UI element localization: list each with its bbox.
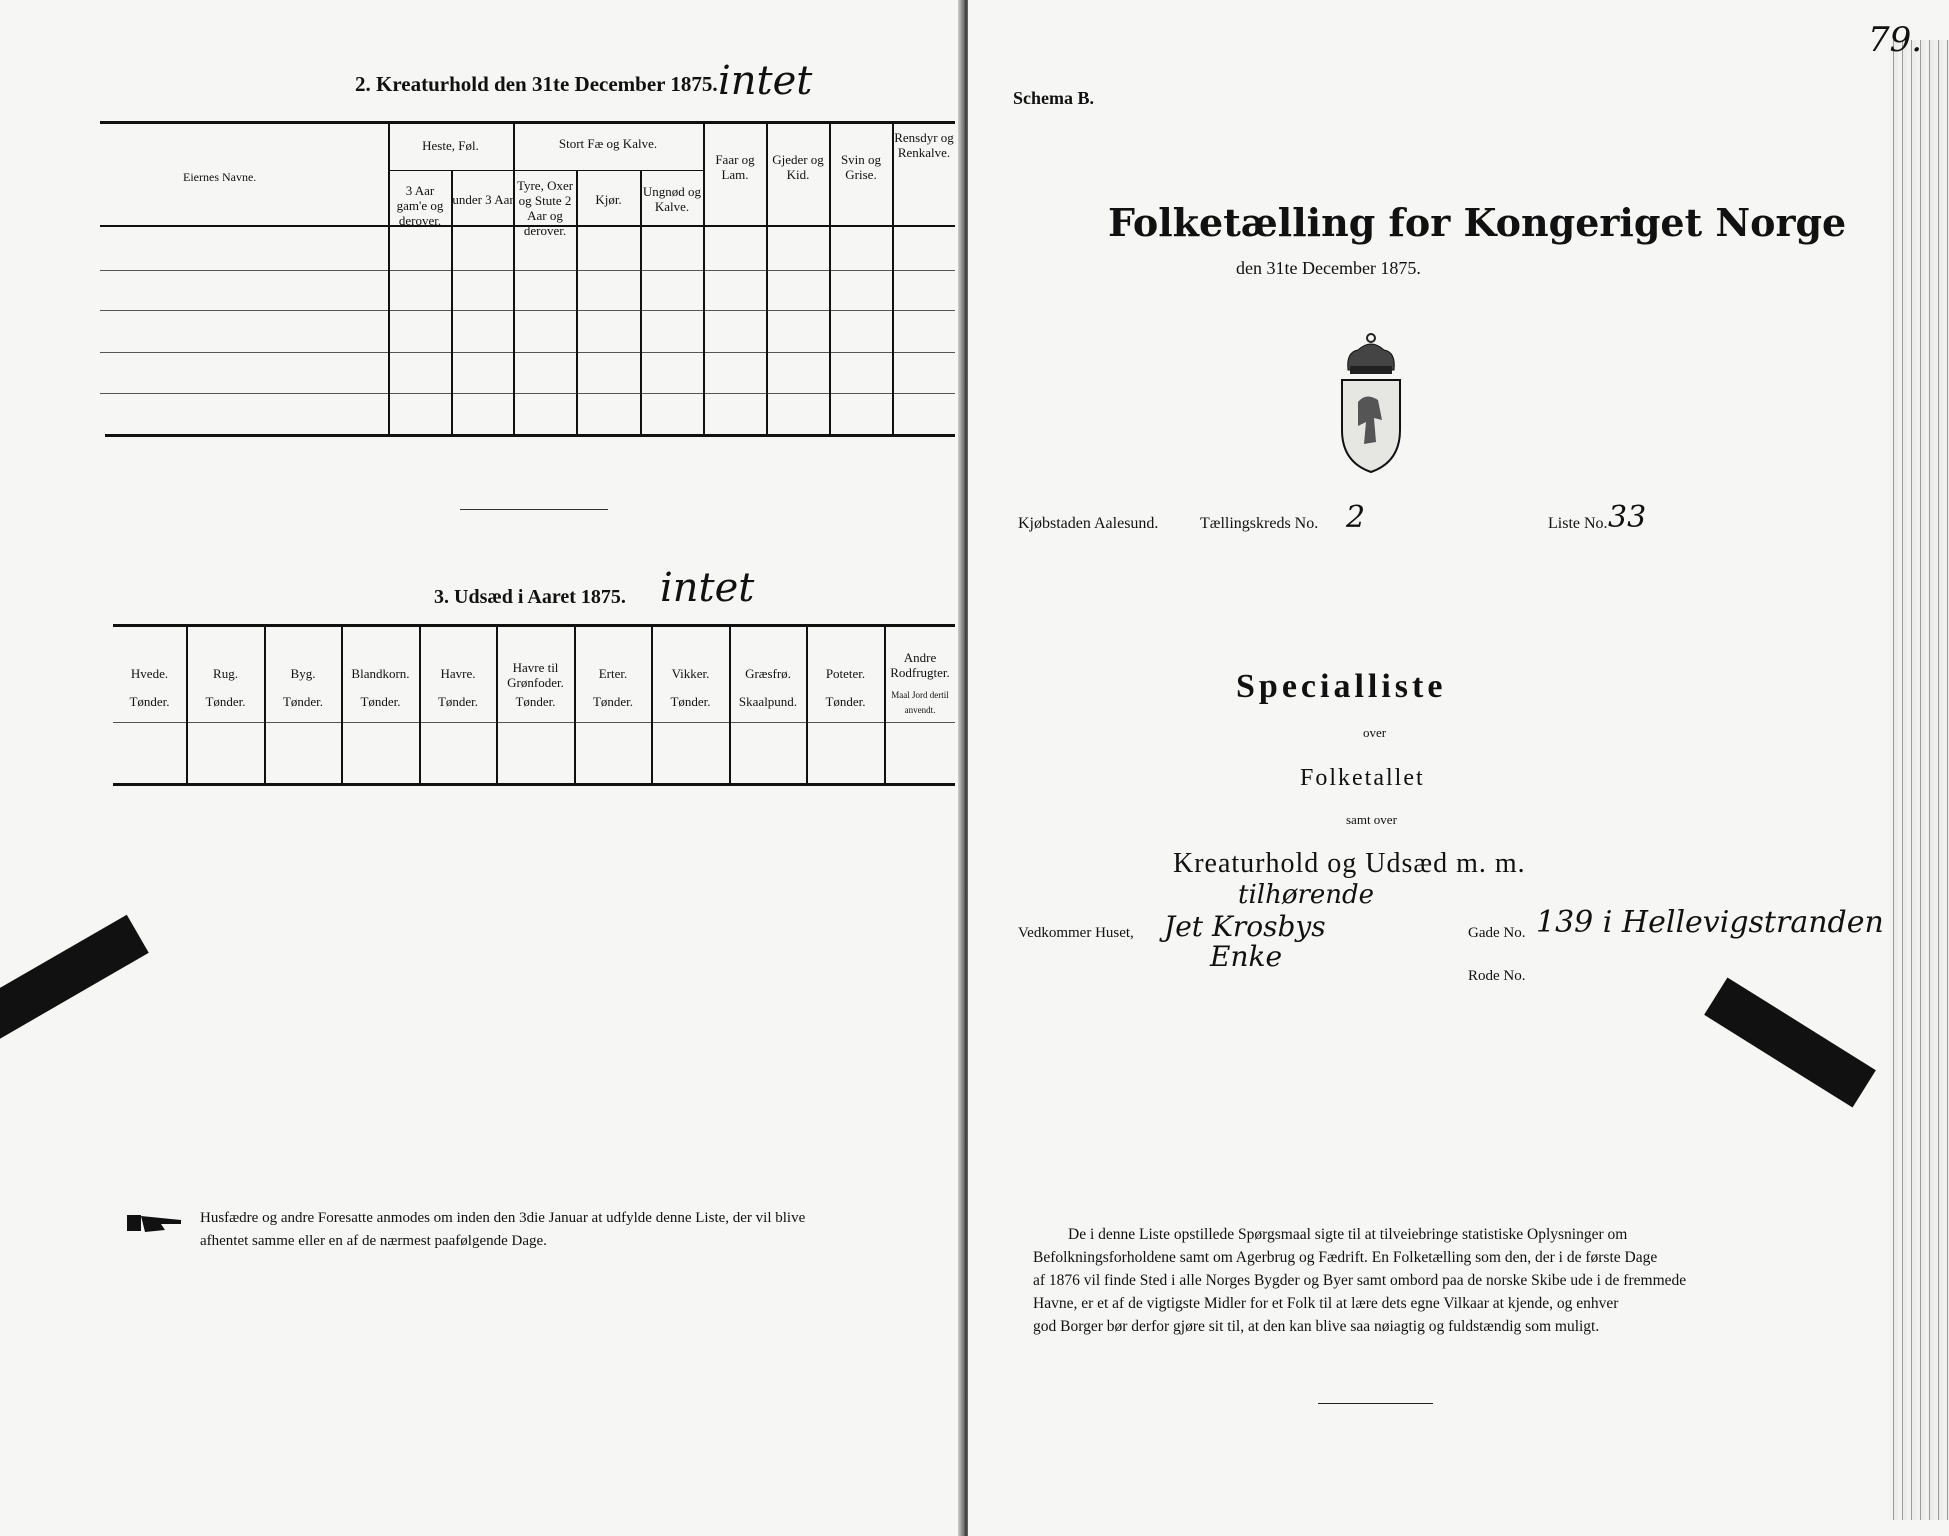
owner-col-header: Eiernes Navne. bbox=[183, 170, 257, 184]
table2-top-rule bbox=[100, 121, 955, 124]
udsaed-col-unit: Tønder. bbox=[282, 694, 324, 709]
udsaed-col-name: Rug. bbox=[213, 666, 238, 681]
census-date: den 31te December 1875. bbox=[1236, 258, 1421, 278]
kreds-label: Tællingskreds No. bbox=[1200, 515, 1319, 532]
udsaed-col-unit: Skaalpund. bbox=[738, 694, 798, 709]
udsaed-col-name: Hvede. bbox=[130, 666, 169, 681]
table2-row-line bbox=[100, 270, 955, 271]
owner-handwritten-1: tilhørende bbox=[1238, 880, 1375, 910]
index-tab-marker bbox=[0, 915, 149, 1041]
col-ungnod: Ungnød og Kalve. bbox=[642, 184, 702, 214]
table2-col-line bbox=[892, 123, 894, 434]
section3-handwritten: intet bbox=[660, 565, 755, 611]
kreds-number: 2 bbox=[1346, 500, 1366, 535]
notice-line-2: afhentet samme eller en af de nærmest paafølgende Dage. bbox=[200, 1233, 547, 1249]
udsaed-col-name: Byg. bbox=[290, 666, 316, 681]
left-page bbox=[0, 0, 962, 1536]
udsaed-col-name: Erter. bbox=[598, 666, 628, 681]
udsaed-col-unit: Tønder. bbox=[592, 694, 634, 709]
end-rule bbox=[1318, 1403, 1433, 1404]
udsaed-col-name: Vikker. bbox=[671, 666, 710, 681]
gade-label: Gade No. bbox=[1468, 925, 1526, 941]
udsaed-col-name: Havre. bbox=[440, 666, 476, 681]
col-heste-3aar: 3 Aar gam'e og derover. bbox=[396, 183, 444, 228]
liste-label: Liste No. bbox=[1548, 515, 1608, 532]
stort-group-header: Stort Fæ og Kalve. bbox=[558, 136, 658, 151]
info-paragraph-line: af 1876 vil finde Sted i alle Norges Bygder og Byer samt ombord paa de norske Skibe ude i de fremmede bbox=[1033, 1272, 1687, 1289]
page-edges bbox=[1889, 40, 1949, 1520]
udsaed-col-unit: Tønder. bbox=[825, 694, 866, 709]
liste-number: 33 bbox=[1608, 500, 1647, 535]
separator-line bbox=[460, 509, 608, 510]
col-svin: Svin og Grise. bbox=[840, 152, 882, 182]
udsaed-col-name: Havre til Grønfoder. bbox=[507, 660, 564, 690]
udsaed-col-unit: Tønder. bbox=[360, 694, 401, 709]
info-paragraph-line: Befolkningsforholdene samt om Agerbrug og Fædrift. En Folketælling som den, der i de første Dage bbox=[1033, 1249, 1658, 1266]
vedkommer-label: Vedkommer Huset, bbox=[1018, 925, 1134, 941]
udsaed-col-unit: Tønder. bbox=[437, 694, 479, 709]
schema-label: Schema B. bbox=[1013, 88, 1094, 108]
kreaturhold-label: Kreaturhold og Udsæd m. m. bbox=[1173, 848, 1526, 879]
heste-group-header: Heste, Føl. bbox=[422, 138, 479, 153]
table2-row-line bbox=[100, 310, 955, 311]
udsaed-col-name: Blandkorn. bbox=[351, 666, 410, 681]
udsaed-col-name: Andre Rodfrugter. bbox=[890, 650, 950, 680]
udsaed-col-name: Poteter. bbox=[825, 666, 866, 681]
table2-col-line bbox=[451, 170, 453, 434]
over-label: over bbox=[1363, 725, 1387, 740]
col-tyre: Tyre, Oxer og Stute 2 Aar og derover. bbox=[516, 178, 574, 238]
col-rensdyr: Rensdyr og Renkalve. bbox=[894, 130, 954, 160]
udsaed-col-unit: Tønder. bbox=[129, 694, 170, 709]
section3-title: 3. Udsæd i Aaret 1875. bbox=[434, 586, 626, 608]
table2-bottom-rule bbox=[105, 434, 955, 437]
kjobstaden-label: Kjøbstaden Aalesund. bbox=[1018, 515, 1159, 532]
info-paragraph-line: Havne, er et af de vigtigste Midler for et Folk til at lære dets egne Vilkaar at kjende, og enhver bbox=[1033, 1295, 1619, 1312]
coat-of-arms-icon bbox=[1336, 330, 1406, 475]
samt-over-label: samt over bbox=[1346, 812, 1397, 827]
owner-handwritten-3: Enke bbox=[1210, 940, 1283, 973]
udsaed-col-unit: Tønder. bbox=[670, 694, 711, 709]
table2-col-line bbox=[576, 170, 578, 434]
table2-group-rule bbox=[388, 170, 703, 171]
udsaed-col-unit: Tønder. bbox=[205, 694, 246, 709]
pointing-hand-icon bbox=[125, 1210, 185, 1236]
table2-row-line bbox=[100, 393, 955, 394]
col-kjor: Kjør. bbox=[595, 192, 622, 207]
udsaed-col-unit: Tønder. bbox=[515, 694, 556, 709]
table3-header-rule bbox=[113, 722, 955, 723]
table3-bottom-rule bbox=[113, 783, 955, 786]
main-title: Folketælling for Kongeriget Norge bbox=[1108, 200, 1847, 245]
info-paragraph-line: god Borger bør derfor gjøre sit til, at den kan blive saa nøiagtig og fuldstændig som muligt. bbox=[1033, 1318, 1600, 1335]
notice-line-1: Husfædre og andre Foresatte anmodes om inden den 3die Januar at udfylde denne Liste, der vil blive bbox=[200, 1210, 806, 1226]
owner-handwritten-2: Jet Krosbys bbox=[1164, 910, 1326, 943]
page-number: 79. bbox=[1868, 20, 1923, 60]
table3-top-rule bbox=[113, 624, 955, 627]
col-gjeder: Gjeder og Kid. bbox=[772, 152, 824, 182]
index-tab-marker bbox=[1704, 977, 1876, 1107]
col-heste-under: under 3 Aar bbox=[452, 192, 514, 207]
table2-row-line bbox=[100, 352, 955, 353]
col-faar: Faar og Lam. bbox=[715, 152, 755, 182]
section2-title: 2. Kreaturhold den 31te December 1875. bbox=[355, 72, 718, 96]
info-paragraph-line: De i denne Liste opstillede Spørgsmaal sigte til at tilveiebringe statistiske Oplysninger om bbox=[1068, 1226, 1628, 1243]
gade-handwritten: 139 i Hellevigstranden bbox=[1536, 905, 1884, 940]
folketallet-label: Folketallet bbox=[1300, 765, 1425, 791]
section2-handwritten: intet bbox=[718, 58, 813, 104]
specialliste-heading: Specialliste bbox=[1236, 668, 1447, 705]
rode-label: Rode No. bbox=[1468, 968, 1526, 984]
udsaed-col-unit: Maal Jord dertil anvendt. bbox=[891, 690, 949, 715]
right-page bbox=[968, 0, 1949, 1536]
udsaed-col-name: Græsfrø. bbox=[745, 666, 791, 681]
